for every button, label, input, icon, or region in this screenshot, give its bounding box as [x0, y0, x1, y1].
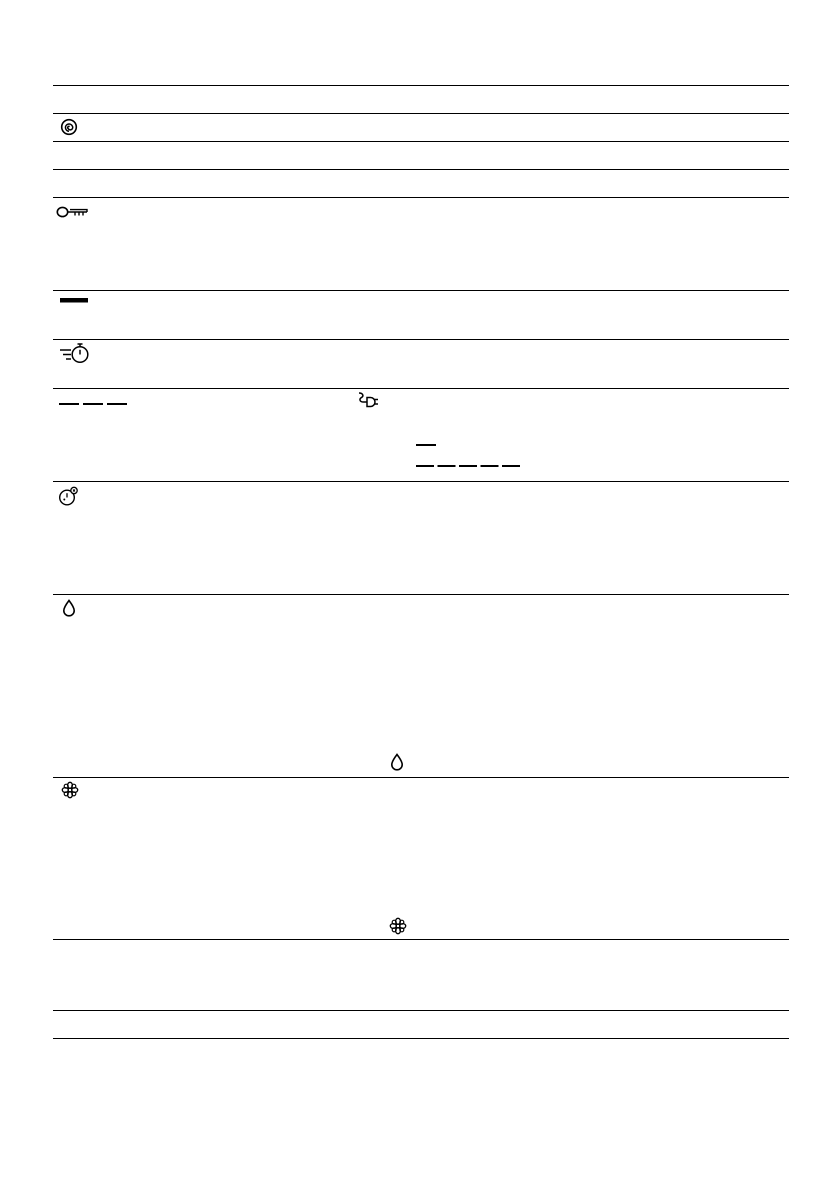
fast-timer-icon: [59, 342, 91, 364]
key-icon: [56, 205, 90, 219]
solid-bar-icon: [60, 298, 88, 304]
row-divider: [53, 939, 789, 940]
row-divider: [53, 594, 789, 595]
flower-icon: [61, 781, 79, 799]
row-divider: [53, 113, 789, 114]
row-divider: [53, 290, 789, 291]
water-drop-icon: [390, 753, 404, 771]
power-plug-icon: [356, 391, 380, 413]
dash-single-icon: [416, 444, 436, 448]
row-divider: [53, 1010, 789, 1011]
row-divider: [53, 169, 789, 170]
row-divider: [53, 141, 789, 142]
row-divider: [53, 777, 789, 778]
row-divider: [53, 481, 789, 482]
row-divider: [53, 197, 789, 198]
dash-five-icon: [416, 465, 520, 469]
flower-icon: [389, 917, 407, 935]
row-divider: [53, 339, 789, 340]
dash-triple-icon: [59, 403, 127, 407]
spiral-icon: [60, 118, 78, 136]
table-top-rule: [53, 85, 789, 86]
cleaning-assist-icon: [58, 486, 80, 506]
row-divider: [53, 388, 789, 389]
water-drop-icon: [62, 599, 76, 617]
table-bottom-rule: [53, 1038, 789, 1039]
